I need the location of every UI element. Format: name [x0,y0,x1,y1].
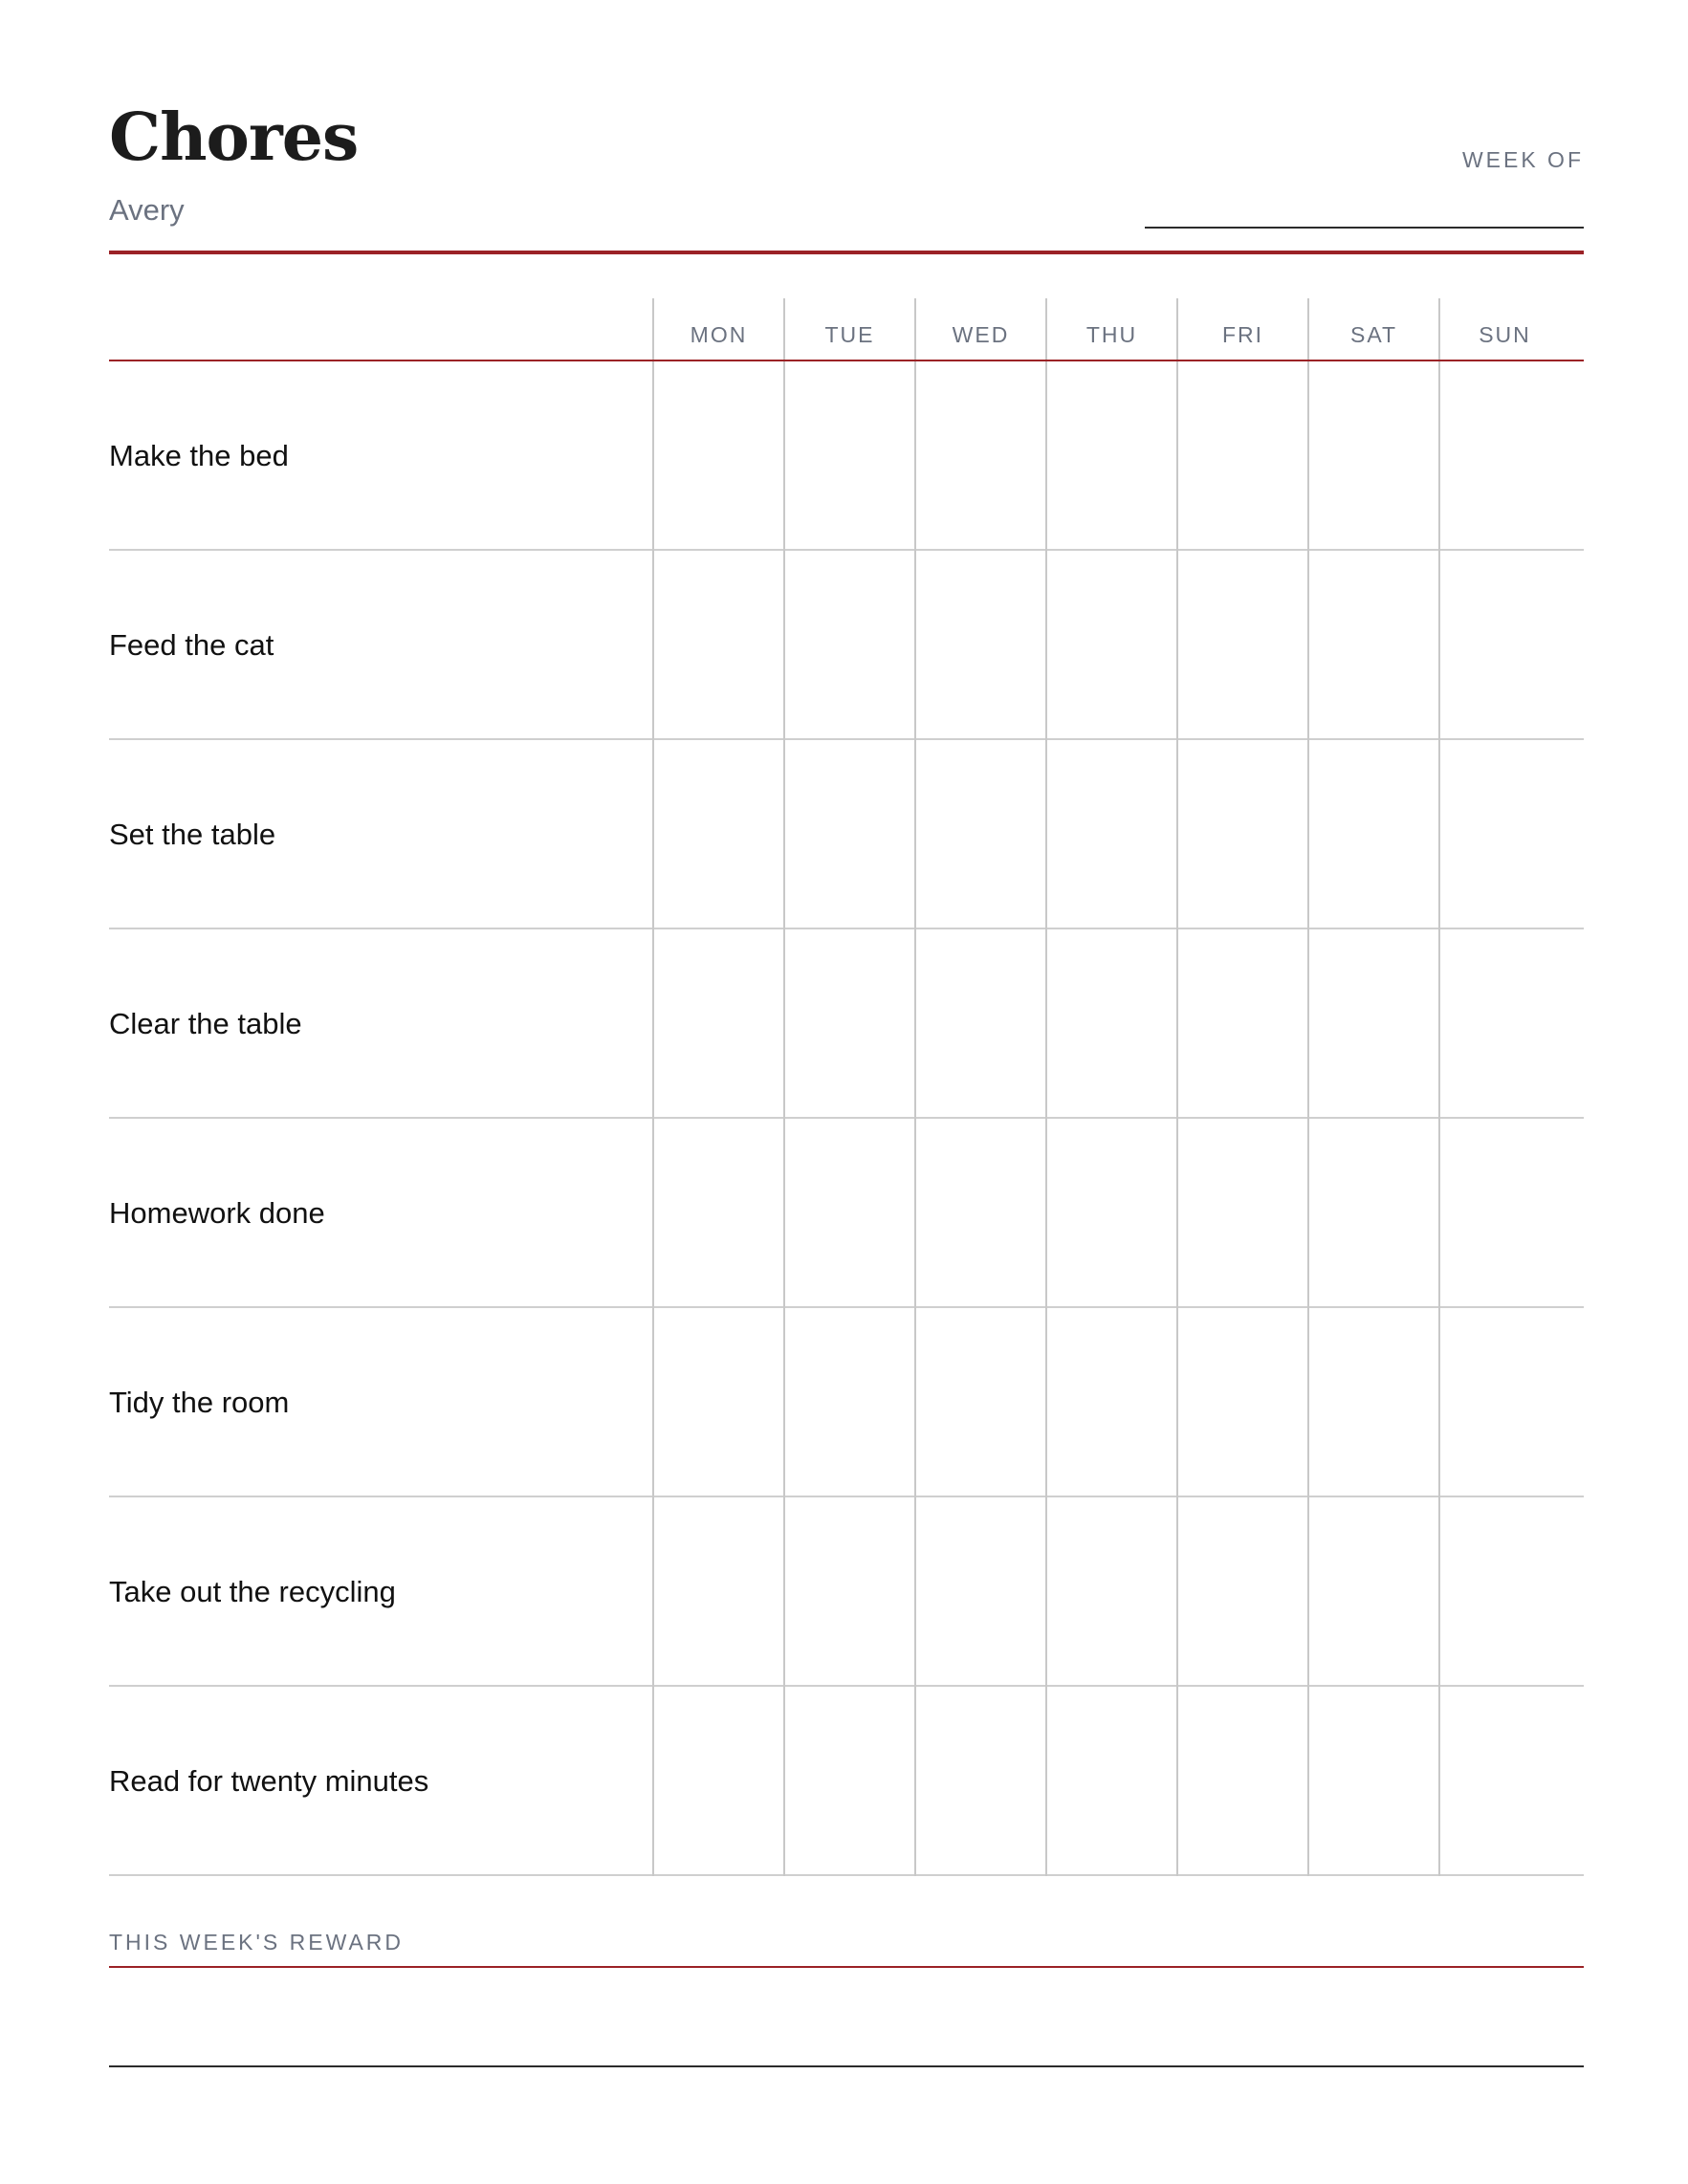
day-header-sat [1307,298,1438,360]
checkbox-cell-fri[interactable] [1176,929,1307,1119]
checkbox-cell-thu[interactable] [1045,361,1176,551]
checkbox-cell-tue[interactable] [783,1308,914,1497]
checkbox-cell-fri[interactable] [1176,1497,1307,1687]
checkbox-cell-fri[interactable] [1176,551,1307,740]
checkbox-cell-tue[interactable] [783,929,914,1119]
day-header-row [109,298,1584,361]
checkbox-cell-mon[interactable] [652,1119,783,1308]
day-header-wed [914,298,1045,360]
checkbox-cell-sat[interactable] [1307,361,1438,551]
chore-label: Set the table [109,818,276,851]
week-of-field-line[interactable] [1145,227,1584,229]
chore-label: Homework done [109,1196,325,1230]
chore-rows [109,361,1584,1876]
checkbox-cell-wed[interactable] [914,929,1045,1119]
checkbox-cell-thu[interactable] [1045,740,1176,929]
day-header-sun [1438,298,1569,360]
checkbox-cell-sun[interactable] [1438,929,1569,1119]
checkbox-cell-thu[interactable] [1045,1497,1176,1687]
checkbox-cell-sat[interactable] [1307,1497,1438,1687]
checkbox-cell-wed[interactable] [914,1119,1045,1308]
checkbox-cell-sun[interactable] [1438,551,1569,740]
checkbox-cell-sun[interactable] [1438,1308,1569,1497]
checkbox-cell-sat[interactable] [1307,1119,1438,1308]
chore-label: Read for twenty minutes [109,1764,429,1798]
checkbox-cell-thu[interactable] [1045,551,1176,740]
chore-label: Tidy the room [109,1386,290,1419]
checkbox-cell-tue[interactable] [783,740,914,929]
checkbox-cell-sun[interactable] [1438,1119,1569,1308]
page-title: Chores [109,99,359,176]
chore-row [109,1308,1584,1497]
day-label: SAT [1349,322,1398,347]
chore-row [109,1687,1584,1876]
checkbox-cell-thu[interactable] [1045,1687,1176,1876]
child-name: Avery [109,193,185,227]
chore-label: Take out the recycling [109,1575,396,1608]
checkbox-cell-wed[interactable] [914,1687,1045,1876]
day-header-thu [1045,298,1176,360]
checkbox-cell-sat[interactable] [1307,1687,1438,1876]
checkbox-cell-tue[interactable] [783,1497,914,1687]
checkbox-cell-mon[interactable] [652,361,783,551]
checkbox-cell-sat[interactable] [1307,551,1438,740]
checkbox-cell-tue[interactable] [783,1687,914,1876]
checkbox-cell-fri[interactable] [1176,1308,1307,1497]
day-label: MON [690,322,748,347]
checkbox-cell-thu[interactable] [1045,1308,1176,1497]
checkbox-cell-wed[interactable] [914,551,1045,740]
day-label: SUN [1479,322,1531,347]
checkbox-cell-sun[interactable] [1438,1687,1569,1876]
day-label: TUE [824,322,875,347]
chore-row [109,551,1584,740]
checkbox-cell-tue[interactable] [783,1119,914,1308]
chore-label: Feed the cat [109,628,274,662]
checkbox-cell-sat[interactable] [1307,929,1438,1119]
checkbox-cell-wed[interactable] [914,361,1045,551]
chore-row [109,361,1584,551]
reward-field-line[interactable] [109,2065,1584,2067]
chore-label: Make the bed [109,439,289,472]
checkbox-cell-fri[interactable] [1176,1119,1307,1308]
reward-divider [109,1966,1584,1968]
header-divider [109,251,1584,254]
chore-row [109,1497,1584,1687]
checkbox-cell-wed[interactable] [914,1308,1045,1497]
checkbox-cell-mon[interactable] [652,1497,783,1687]
checkbox-cell-wed[interactable] [914,740,1045,929]
checkbox-cell-mon[interactable] [652,1687,783,1876]
chore-row [109,929,1584,1119]
day-label: THU [1085,322,1138,347]
checkbox-cell-thu[interactable] [1045,1119,1176,1308]
chore-label: Clear the table [109,1007,302,1040]
chore-row [109,1119,1584,1308]
checkbox-cell-tue[interactable] [783,361,914,551]
checkbox-cell-sat[interactable] [1307,1308,1438,1497]
day-header-fri [1176,298,1307,360]
checkbox-cell-sun[interactable] [1438,740,1569,929]
checkbox-cell-mon[interactable] [652,740,783,929]
day-label: WED [952,322,1010,347]
checkbox-cell-wed[interactable] [914,1497,1045,1687]
reward-label: THIS WEEK'S REWARD [109,1930,404,1955]
day-label: FRI [1221,322,1264,347]
checkbox-cell-sun[interactable] [1438,1497,1569,1687]
checkbox-cell-fri[interactable] [1176,740,1307,929]
checkbox-cell-sun[interactable] [1438,361,1569,551]
day-header-tue [783,298,914,360]
week-of-label: WEEK OF [1461,147,1584,172]
checkbox-cell-mon[interactable] [652,929,783,1119]
checkbox-cell-thu[interactable] [1045,929,1176,1119]
checkbox-cell-tue[interactable] [783,551,914,740]
chore-grid [109,298,1584,1876]
checkbox-cell-mon[interactable] [652,551,783,740]
checkbox-cell-mon[interactable] [652,1308,783,1497]
checkbox-cell-fri[interactable] [1176,361,1307,551]
checkbox-cell-fri[interactable] [1176,1687,1307,1876]
day-header-mon [652,298,783,360]
checkbox-cell-sat[interactable] [1307,740,1438,929]
chore-row [109,740,1584,929]
